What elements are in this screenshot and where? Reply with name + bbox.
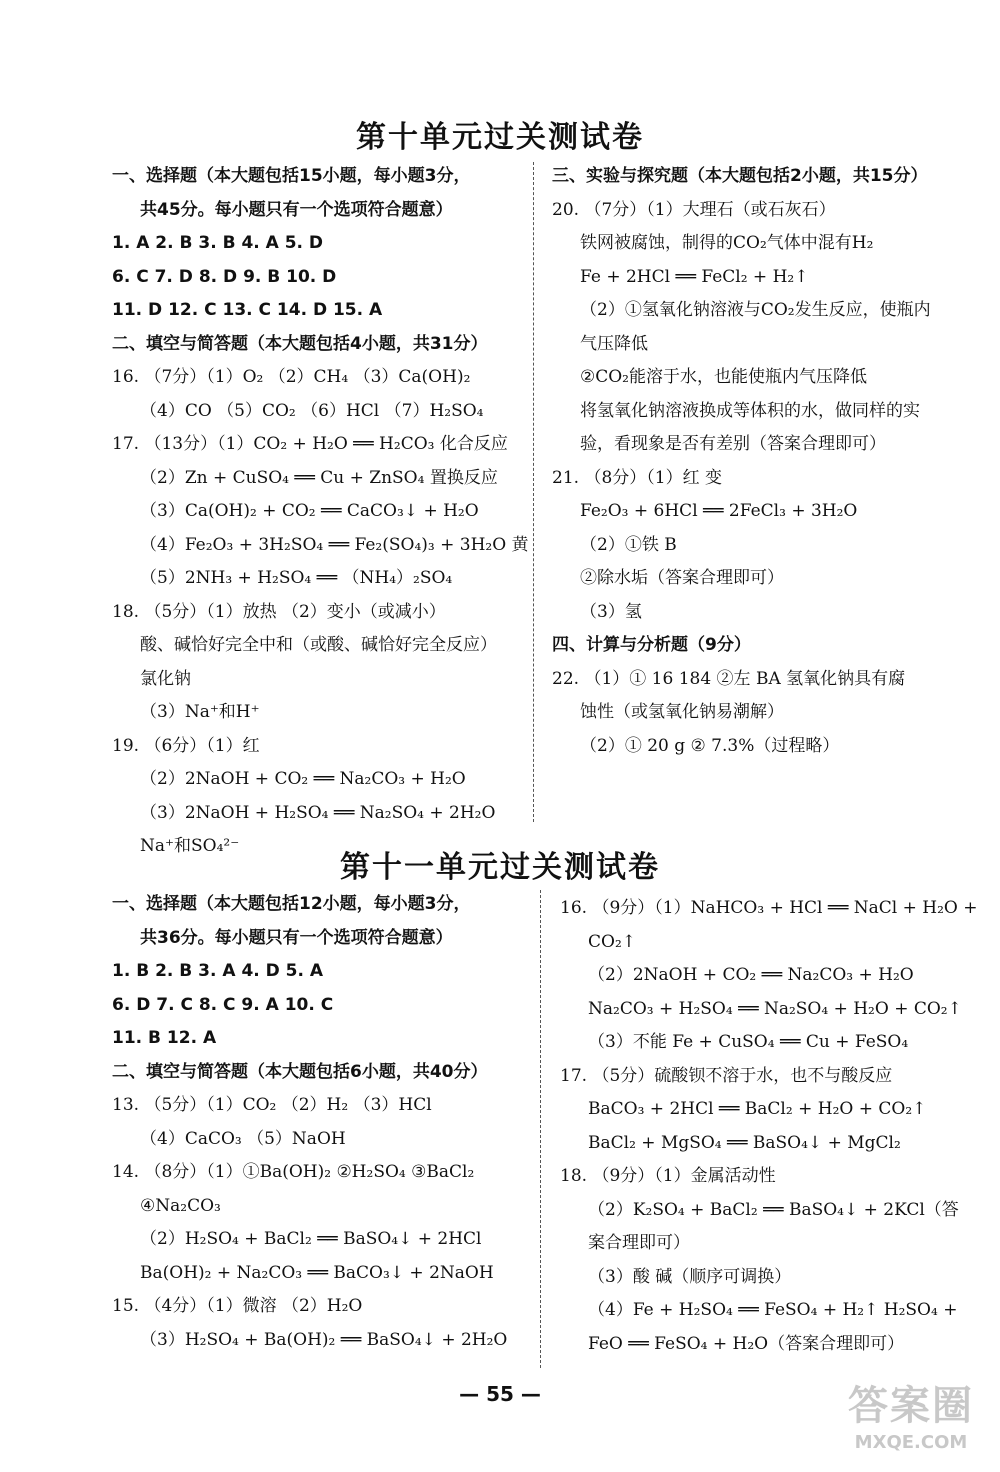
answer-line: 14. （8分）（1）①Ba(OH)₂ ②H₂SO₄ ③BaCl₂ <box>112 1162 475 1182</box>
answer-line: 6. D 7. C 8. C 9. A 10. C <box>112 994 334 1015</box>
answer-line: （2）2NaOH + CO₂ ══ Na₂CO₃ + H₂O <box>588 965 914 985</box>
answer-line: 共45分。每小题只有一个选项符合题意） <box>140 199 453 220</box>
answer-line: （2）①氢氧化钠溶液与CO₂发生反应，使瓶内 <box>580 300 931 320</box>
answer-line: 16. （9分）（1）NaHCO₃ + HCl ══ NaCl + H₂O + <box>560 898 978 918</box>
answer-line: 13. （5分）（1）CO₂ （2）H₂ （3）HCl <box>112 1095 432 1115</box>
answer-line: CO₂↑ <box>588 931 637 952</box>
answer-line: 铁网被腐蚀，制得的CO₂气体中混有H₂ <box>580 233 874 253</box>
answer-line: （3）氢 <box>580 601 642 622</box>
answer-line: （3）不能 Fe + CuSO₄ ══ Cu + FeSO₄ <box>588 1032 909 1052</box>
answer-line: 18. （9分）（1）金属活动性 <box>560 1166 776 1186</box>
answer-line: （3）2NaOH + H₂SO₄ ══ Na₂SO₄ + 2H₂O <box>140 802 496 823</box>
answer-line: 20. （7分）（1）大理石（或石灰石） <box>552 199 836 220</box>
unit11-title: 第十一单元过关测试卷 <box>340 850 660 885</box>
answer-line: Na⁺和SO₄²⁻ <box>140 836 240 856</box>
answer-line: （2）① 20 g ② 7.3%（过程略） <box>580 735 840 756</box>
answer-line: 蚀性（或氢氧化钠易潮解） <box>580 702 784 722</box>
answer-line: Ba(OH)₂ + Na₂CO₃ ══ BaCO₃↓ + 2NaOH <box>140 1262 494 1283</box>
answer-line: 18. （5分）（1）放热 （2）变小（或减小） <box>112 601 446 622</box>
answer-line: 案合理即可） <box>588 1233 690 1253</box>
answer-line: 一、选择题（本大题包括15小题，每小题3分， <box>112 166 471 186</box>
answer-line: ②除水垢（答案合理即可） <box>580 568 784 588</box>
column-divider <box>533 162 534 822</box>
column-divider <box>540 890 541 1368</box>
answer-line: 11. D 12. C 13. C 14. D 15. A <box>112 300 383 320</box>
watermark-url: MXQE.COM <box>854 1432 968 1453</box>
answer-line: ④Na₂CO₃ <box>140 1195 221 1216</box>
answer-line: 将氢氧化钠溶液换成等体积的水，做同样的实 <box>580 400 920 421</box>
unit10-right-column <box>552 160 962 763</box>
answer-line: 16. （7分）（1）O₂ （2）CH₄ （3）Ca(OH)₂ <box>112 367 471 387</box>
answer-line: 二、填空与简答题（本大题包括6小题，共40分） <box>112 1061 488 1082</box>
unit11-left-column <box>112 888 530 1357</box>
answer-line: 氯化钠 <box>140 668 191 689</box>
page-number: — 55 — <box>459 1382 541 1406</box>
answer-line: （2）①铁 B <box>580 534 677 555</box>
answer-line: （3）Ca(OH)₂ + CO₂ ══ CaCO₃↓ + H₂O <box>140 501 479 521</box>
answer-line: 17. （5分）硫酸钡不溶于水，也不与酸反应 <box>560 1065 893 1086</box>
answer-line: （2）H₂SO₄ + BaCl₂ ══ BaSO₄↓ + 2HCl <box>140 1229 482 1249</box>
answer-line: 气压降低 <box>580 333 648 354</box>
answer-line: Na₂CO₃ + H₂SO₄ ══ Na₂SO₄ + H₂O + CO₂↑ <box>588 998 962 1019</box>
answer-line: 一、选择题（本大题包括12小题，每小题3分， <box>112 894 471 914</box>
answer-line: 验，看现象是否有差别（答案合理即可） <box>580 434 886 454</box>
watermark <box>836 1380 986 1464</box>
answer-line: （2）2NaOH + CO₂ ══ Na₂CO₃ + H₂O <box>140 769 466 789</box>
answer-line: Fe + 2HCl ══ FeCl₂ + H₂↑ <box>580 266 809 287</box>
answer-line: （4）CO （5）CO₂ （6）HCl （7）H₂SO₄ <box>140 400 484 421</box>
answer-line: （3）H₂SO₄ + Ba(OH)₂ ══ BaSO₄↓ + 2H₂O <box>140 1329 508 1350</box>
answer-line: 共36分。每小题只有一个选项符合题意） <box>140 927 453 948</box>
answer-line: FeO ══ FeSO₄ + H₂O（答案合理即可） <box>588 1333 905 1354</box>
answer-line: （2）K₂SO₄ + BaCl₂ ══ BaSO₄↓ + 2KCl（答 <box>588 1199 959 1220</box>
answer-line: 1. A 2. B 3. B 4. A 5. D <box>112 233 324 253</box>
unit10-left-column <box>112 160 530 864</box>
answer-line: 1. B 2. B 3. A 4. D 5. A <box>112 961 324 981</box>
answer-line: ②CO₂能溶于水，也能使瓶内气压降低 <box>580 367 867 387</box>
answer-line: （5）2NH₃ + H₂SO₄ ══ （NH₄）₂SO₄ <box>140 568 453 588</box>
answer-line: 17. （13分）（1）CO₂ + H₂O ══ H₂CO₃ 化合反应 <box>112 434 508 454</box>
answer-line: 二、填空与简答题（本大题包括4小题，共31分） <box>112 333 488 354</box>
answer-line: BaCO₃ + 2HCl ══ BaCl₂ + H₂O + CO₂↑ <box>588 1099 927 1119</box>
answer-line: 三、实验与探究题（本大题包括2小题，共15分） <box>552 166 928 186</box>
watermark-logo: 答案圈 <box>848 1383 974 1429</box>
answer-line: 15. （4分）（1）微溶 （2）H₂O <box>112 1296 363 1316</box>
answer-line: 19. （6分）（1）红 <box>112 735 260 756</box>
answer-line: 21. （8分）（1）红 变 <box>552 467 722 488</box>
answer-line: 四、计算与分析题（9分） <box>552 635 751 655</box>
unit11-right-column <box>560 892 978 1361</box>
answer-line: （3）Na⁺和H⁺ <box>140 702 260 722</box>
answer-line: BaCl₂ + MgSO₄ ══ BaSO₄↓ + MgCl₂ <box>588 1132 901 1153</box>
answer-line: 22. （1）① 16 184 ②左 BA 氢氧化钠具有腐 <box>552 668 906 689</box>
unit10-title: 第十单元过关测试卷 <box>356 120 644 155</box>
answer-line: 6. C 7. D 8. D 9. B 10. D <box>112 266 337 287</box>
answer-line: Fe₂O₃ + 6HCl ══ 2FeCl₃ + 3H₂O <box>580 501 858 521</box>
answer-line: （4）CaCO₃ （5）NaOH <box>140 1128 346 1149</box>
answer-line: （4）Fe + H₂SO₄ ══ FeSO₄ + H₂↑ H₂SO₄ + <box>588 1300 958 1320</box>
answer-line: （4）Fe₂O₃ + 3H₂SO₄ ══ Fe₂(SO₄)₃ + 3H₂O 黄 <box>140 534 529 555</box>
answer-line: （3）酸 碱（顺序可调换） <box>588 1266 792 1287</box>
answer-line: （2）Zn + CuSO₄ ══ Cu + ZnSO₄ 置换反应 <box>140 467 498 488</box>
answer-line: 酸、碱恰好完全中和（或酸、碱恰好完全反应） <box>140 635 497 655</box>
answer-line: 11. B 12. A <box>112 1028 217 1048</box>
